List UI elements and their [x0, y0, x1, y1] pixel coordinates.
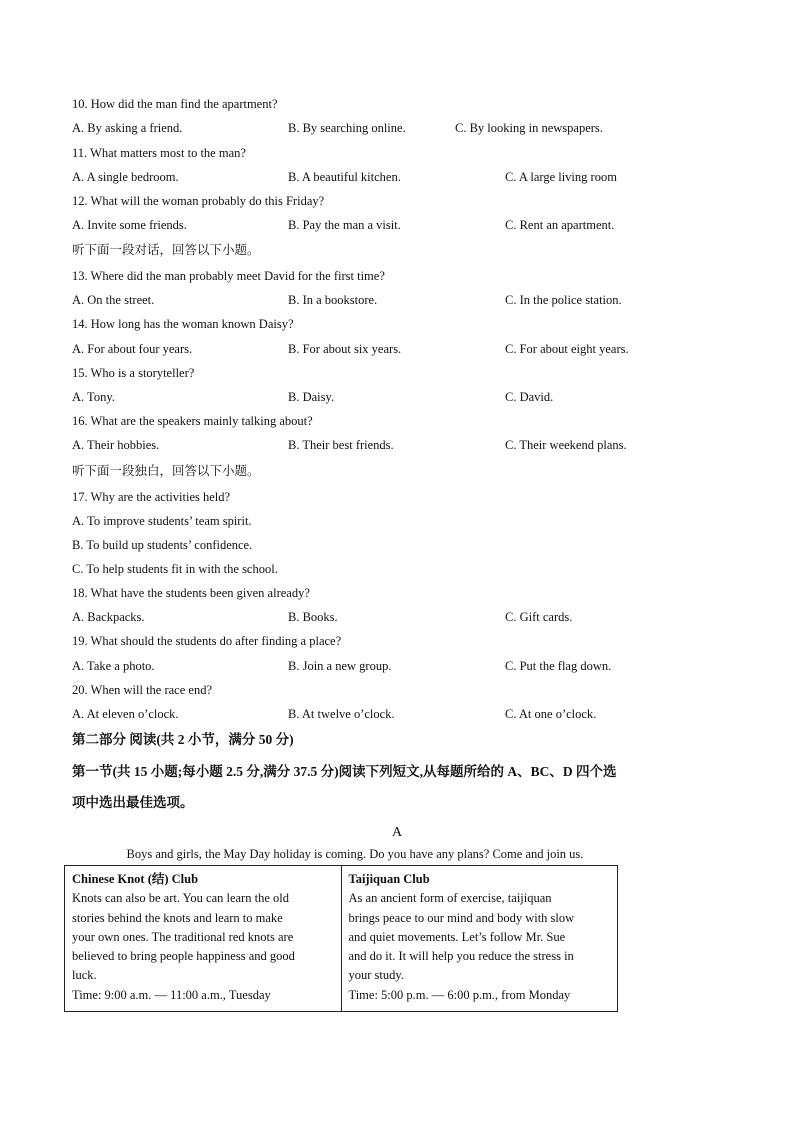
option-12b: B. Pay the man a visit. — [288, 218, 401, 232]
part-two-title: 第二部分 阅读(共 2 小节，满分 50 分) — [72, 732, 294, 747]
club-chinese-knot — [65, 866, 342, 1012]
club-description-line: Knots can also be art. You can learn the old — [72, 891, 289, 906]
question-10: 10. How did the man find the apartment? — [72, 97, 278, 111]
club-title: Taijiquan Club — [348, 872, 430, 886]
section-one-instruction-line2: 项中选出最佳选项。 — [72, 795, 194, 810]
club-time: Time: 9:00 a.m. — 11:00 a.m., Tuesday — [72, 987, 271, 1002]
option-19c: C. Put the flag down. — [505, 659, 612, 673]
question-19: 19. What should the students do after finding a place? — [72, 634, 342, 648]
option-14b: B. For about six years. — [288, 342, 402, 356]
option-18b: B. Books. — [288, 610, 338, 624]
option-15a: A. Tony. — [72, 390, 115, 404]
option-11b: B. A beautiful kitchen. — [288, 170, 401, 184]
club-description-line: believed to bring people happiness and good — [72, 949, 295, 964]
option-11a: A. A single bedroom. — [72, 170, 179, 184]
club-description-line: your study. — [348, 968, 404, 983]
club-title: Chinese Knot (结) Club — [72, 872, 199, 886]
question-18: 18. What have the students been given already? — [72, 586, 310, 600]
question-13: 13. Where did the man probably meet David for the first time? — [72, 269, 385, 283]
question-17: 17. Why are the activities held? — [72, 490, 231, 504]
instruction-monologue: 听下面一段独白，回答以下小题。 — [72, 463, 260, 478]
option-17a: A. To improve students’ team spirit. — [72, 514, 252, 528]
option-20c: C. At one o’clock. — [505, 707, 597, 721]
club-description-line: As an ancient form of exercise, taijiquan — [348, 891, 552, 906]
clubs-table — [64, 865, 618, 1012]
option-12c: C. Rent an apartment. — [505, 218, 615, 232]
section-one-instruction-line1: 第一节(共 15 小题;每小题 2.5 分,满分 37.5 分)阅读下列短文,从每题所给的 A、BC、D 四个选 — [72, 764, 617, 779]
question-14: 14. How long has the woman known Daisy? — [72, 317, 294, 331]
option-15c: C. David. — [505, 390, 554, 404]
option-12a: A. Invite some friends. — [72, 218, 187, 232]
option-18c: C. Gift cards. — [505, 610, 573, 624]
option-10c: C. By looking in newspapers. — [455, 121, 603, 135]
option-20b: B. At twelve o’clock. — [288, 707, 395, 721]
option-13c: C. In the police station. — [505, 293, 622, 307]
option-10a: A. By asking a friend. — [72, 121, 183, 135]
option-11c: C. A large living room — [505, 170, 617, 184]
option-18a: A. Backpacks. — [72, 610, 145, 624]
question-12: 12. What will the woman probably do this Friday? — [72, 194, 325, 208]
option-14a: A. For about four years. — [72, 342, 193, 356]
club-description-line: your own ones. The traditional red knots are — [72, 929, 294, 944]
option-17c: C. To help students fit in with the school. — [72, 562, 278, 576]
option-16a: A. Their hobbies. — [72, 438, 160, 452]
option-17b: B. To build up students’ confidence. — [72, 538, 253, 552]
option-19a: A. Take a photo. — [72, 659, 155, 673]
club-time: Time: 5:00 p.m. — 6:00 p.m., from Monday — [348, 987, 571, 1002]
option-20a: A. At eleven o’clock. — [72, 707, 179, 721]
club-description-line: brings peace to our mind and body with slow — [348, 910, 575, 925]
option-16c: C. Their weekend plans. — [505, 438, 627, 452]
club-description-line: and quiet movements. Let’s follow Mr. Sue — [348, 929, 566, 944]
question-16: 16. What are the speakers mainly talking about? — [72, 414, 313, 428]
passage-intro: Boys and girls, the May Day holiday is coming. Do you have any plans? Come and join us. — [126, 847, 584, 861]
question-15: 15. Who is a storyteller? — [72, 366, 195, 380]
club-description-line: stories behind the knots and learn to make — [72, 910, 283, 925]
club-taijiquan — [341, 866, 618, 1012]
option-16b: B. Their best friends. — [288, 438, 394, 452]
question-11: 11. What matters most to the man? — [72, 146, 246, 160]
option-10b: B. By searching online. — [288, 121, 406, 135]
option-13b: B. In a bookstore. — [288, 293, 378, 307]
option-19b: B. Join a new group. — [288, 659, 392, 673]
option-13a: A. On the street. — [72, 293, 155, 307]
instruction-dialogue: 听下面一段对话，回答以下小题。 — [72, 242, 260, 257]
question-20: 20. When will the race end? — [72, 683, 212, 697]
club-description-line: luck. — [72, 968, 97, 983]
club-description-line: and do it. It will help you reduce the stress in — [348, 949, 574, 964]
passage-letter: A — [391, 825, 403, 840]
option-14c: C. For about eight years. — [505, 342, 629, 356]
option-15b: B. Daisy. — [288, 390, 335, 404]
